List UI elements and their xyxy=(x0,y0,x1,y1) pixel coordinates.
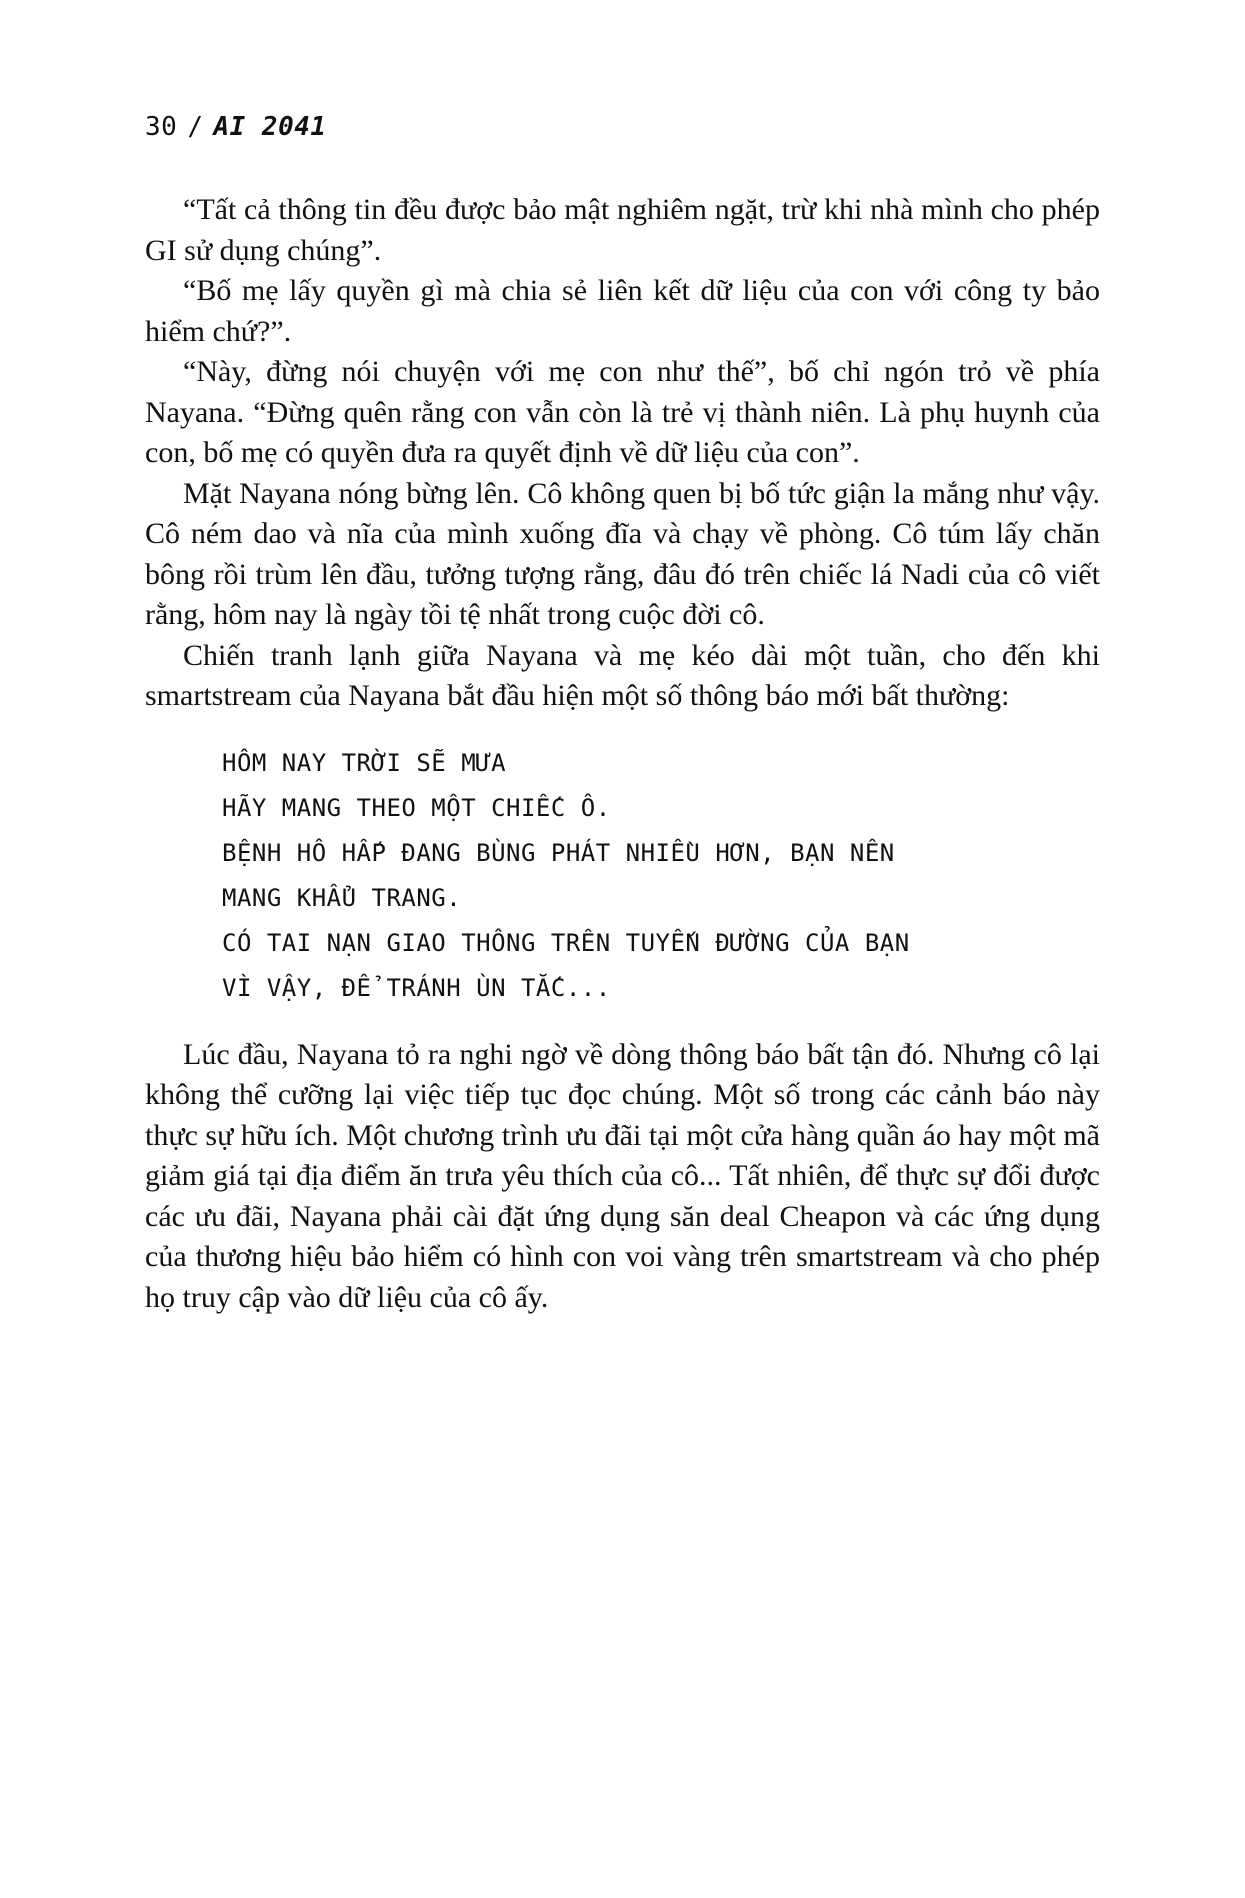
page-header xyxy=(145,112,1100,142)
paragraph-narration-2: Chiến tranh lạnh giữa Nayana và mẹ kéo dài một tuần, cho đến khi smartstream của Nayana bắt đầu hiện một số thông báo mới bất thường: xyxy=(145,638,1100,712)
notification-line: BỆNH HÔ HẤP ĐANG BÙNG PHÁT NHIỀU HƠN, BẠN NÊN xyxy=(222,838,895,867)
notification-line: MANG KHẨU TRANG. xyxy=(222,883,462,912)
smartstream-notifications xyxy=(222,741,1100,1011)
paragraph-narration-3: Lúc đầu, Nayana tỏ ra nghi ngờ về dòng thông báo bất tận đó. Nhưng cô lại không thể cưỡng lại việc tiếp tục đọc chúng. Một số trong các cảnh báo này thực sự hữu ích. Một chương trình ưu đãi tại một cửa hàng quần áo hay một mã giảm giá tại địa điểm ăn trưa yêu thích của cô... Tất nhiên, để thực sự đổi được các ưu đãi, Nayana phải cài đặt ứng dụng săn deal Cheapon và các ứng dụng của thương hiệu bảo hiểm có hình con voi vàng trên smartstream và cho phép họ truy cập vào dữ liệu của cô ấy. xyxy=(145,1037,1100,1314)
notification-line: HÔM NAY TRỜI SẼ MƯA xyxy=(222,748,507,777)
header-separator: / xyxy=(187,112,204,142)
notification-line: VÌ VẬY, ĐỂ TRÁNH ÙN TẮC... xyxy=(222,973,611,1002)
page-number: 30 xyxy=(145,112,178,142)
notification-line: CÓ TAI NẠN GIAO THÔNG TRÊN TUYẾN ĐƯỜNG CỦA BẠN xyxy=(222,928,910,957)
paragraph-dialog-3: “Này, đừng nói chuyện với mẹ con như thế”, bố chỉ ngón trỏ về phía Nayana. “Đừng quên rằng con vẫn còn là trẻ vị thành niên. Là phụ huynh của con, bố mẹ có quyền đưa ra quyết định về dữ liệu của con”. xyxy=(145,355,1100,469)
paragraph-narration-1: Mặt Nayana nóng bừng lên. Cô không quen bị bố tức giận la mắng như vậy. Cô ném dao và nĩa của mình xuống đĩa và chạy về phòng. Cô túm lấy chăn bông rồi trùm lên đầu, tưởng tượng rằng, đâu đó trên chiếc lá Nadi của cô viết rằng, hôm nay là ngày tồi tệ nhất trong cuộc đời cô. xyxy=(145,476,1100,631)
paragraph-dialog-2: “Bố mẹ lấy quyền gì mà chia sẻ liên kết dữ liệu của con với công ty bảo hiểm chứ?”. xyxy=(145,274,1100,348)
notification-line: HÃY MANG THEO MỘT CHIẾC Ô. xyxy=(222,793,611,822)
book-title: AI 2041 xyxy=(213,112,327,142)
paragraph-dialog-1: “Tất cả thông tin đều được bảo mật nghiêm ngặt, trừ khi nhà mình cho phép GI sử dụng chúng”. xyxy=(145,193,1100,267)
page-body xyxy=(145,190,1100,1318)
